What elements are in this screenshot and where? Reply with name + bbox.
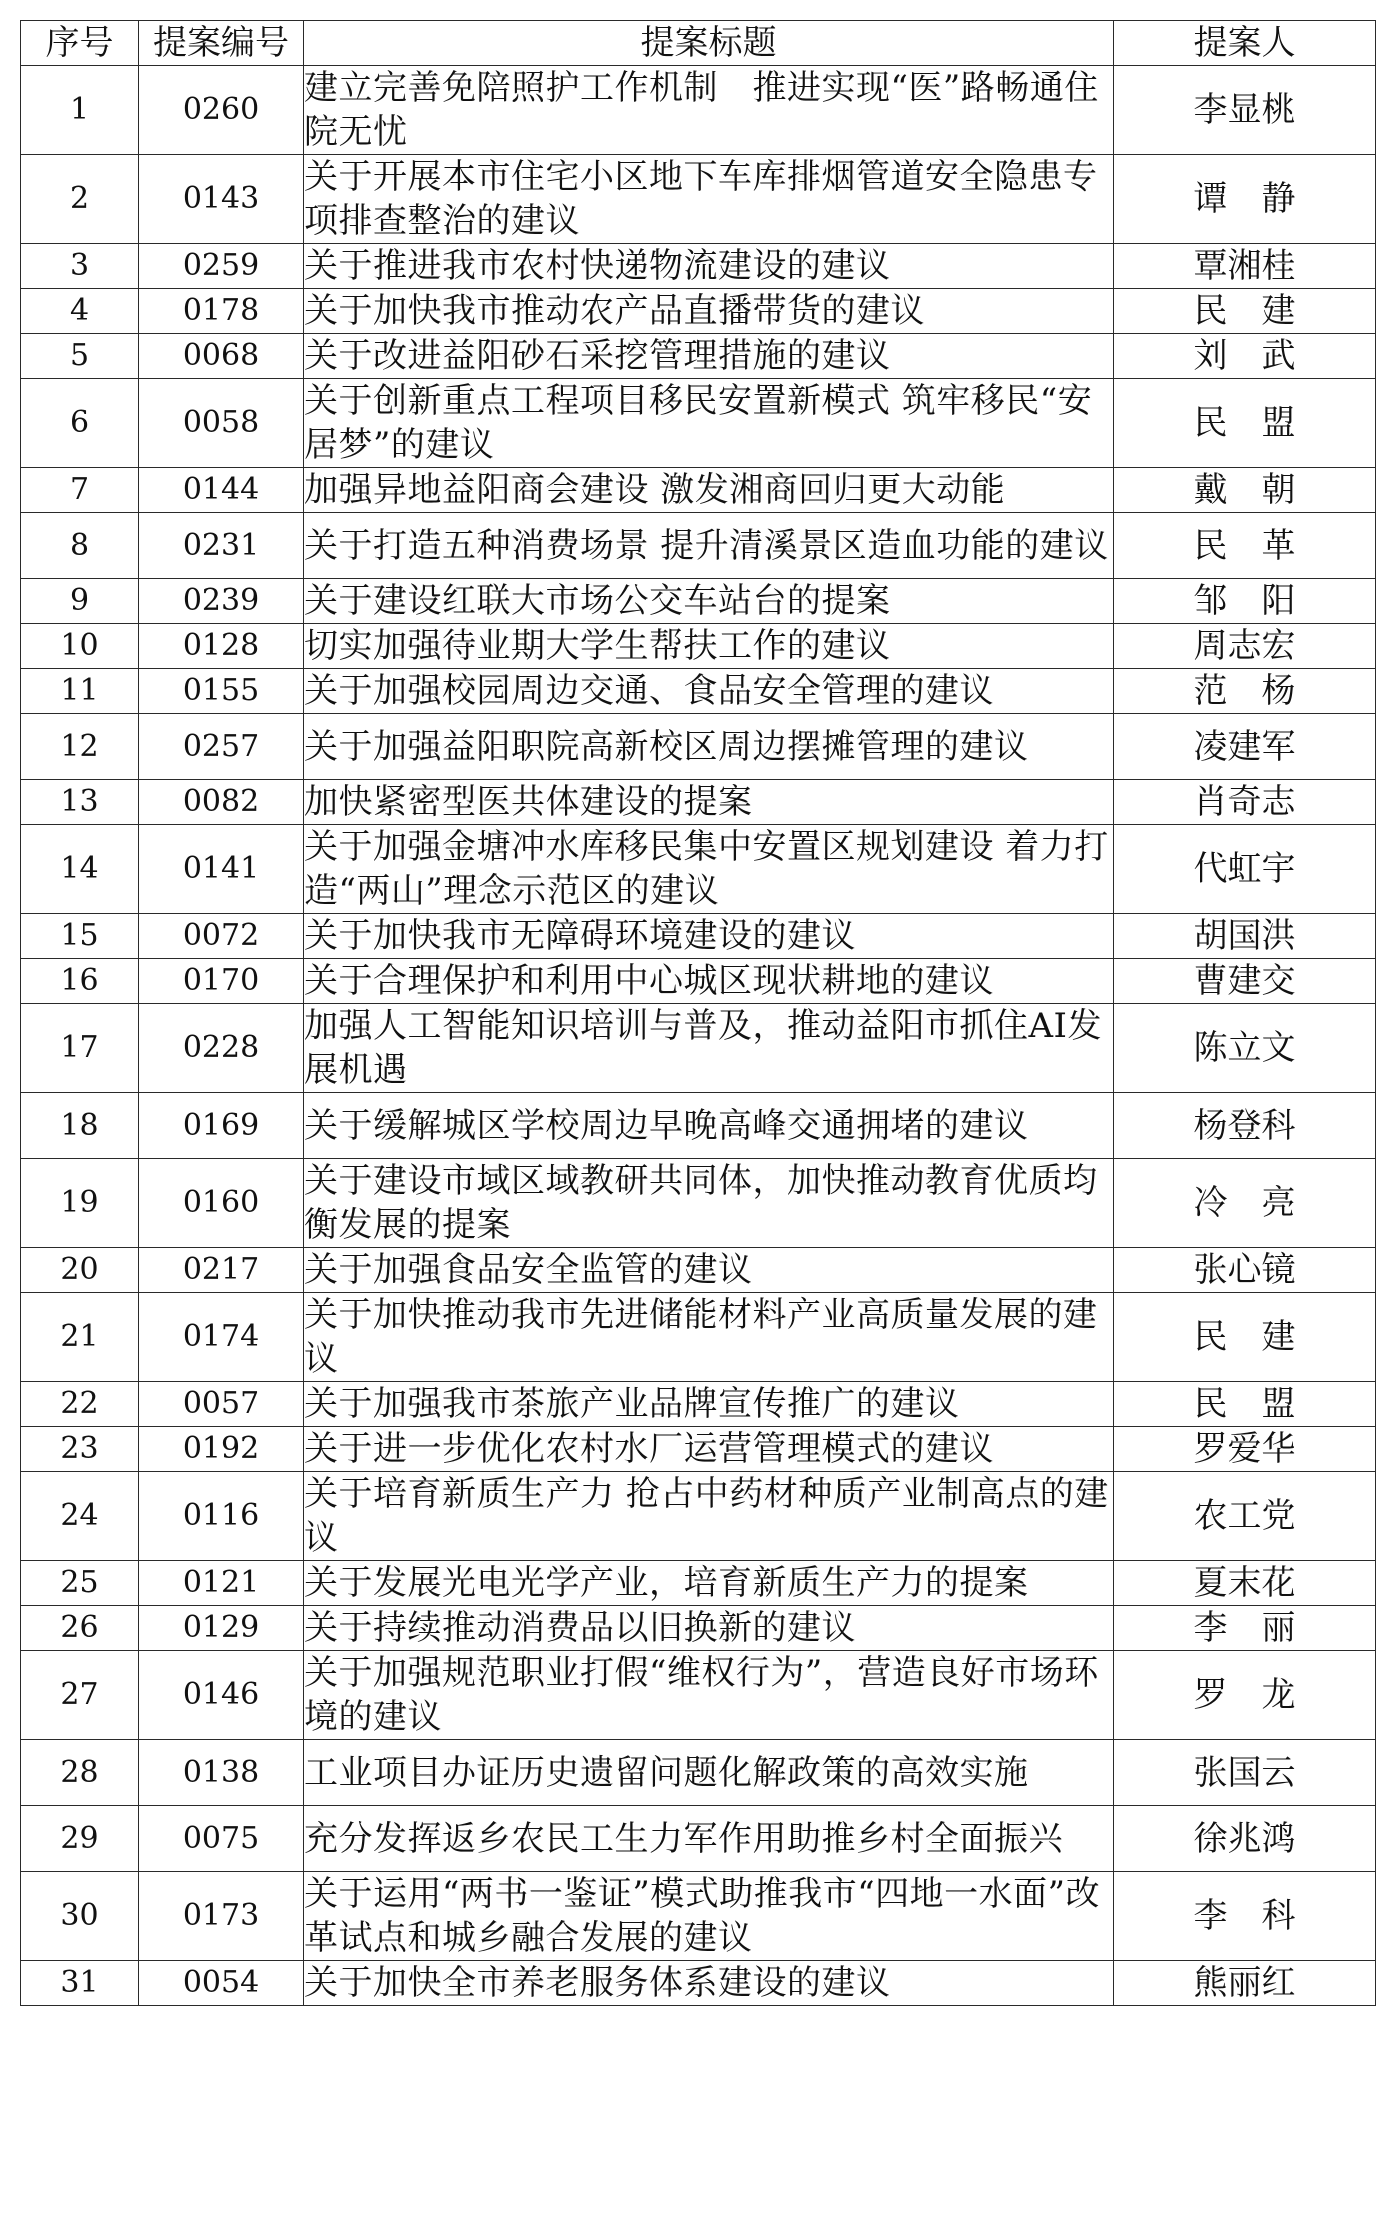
table-row (21, 1872, 1376, 1961)
row-proposer: 谭 静 (1114, 155, 1376, 244)
row-serial-number: 1 (21, 66, 139, 155)
table-body (21, 66, 1376, 2006)
table-row (21, 244, 1376, 289)
proposal-list-sheet (20, 20, 1375, 2006)
row-proposal-code: 0160 (139, 1159, 304, 1248)
row-proposer: 李显桃 (1114, 66, 1376, 155)
row-proposal-code: 0075 (139, 1806, 304, 1872)
proposal-table (20, 20, 1376, 2006)
row-proposal-title: 关于运用“两书一鉴证”模式助推我市“四地一水面”改革试点和城乡融合发展的建议 (304, 1872, 1114, 1961)
row-proposal-code: 0192 (139, 1427, 304, 1472)
row-proposal-title: 关于合理保护和利用中心城区现状耕地的建议 (304, 959, 1114, 1004)
row-proposer: 张国云 (1114, 1740, 1376, 1806)
row-proposal-title: 关于加快推动我市先进储能材料产业高质量发展的建议 (304, 1293, 1114, 1382)
row-proposer: 陈立文 (1114, 1004, 1376, 1093)
row-proposal-code: 0146 (139, 1651, 304, 1740)
row-serial-number: 21 (21, 1293, 139, 1382)
row-proposer: 胡国洪 (1114, 914, 1376, 959)
row-proposal-title: 关于建设市域区域教研共同体，加快推动教育优质均衡发展的提案 (304, 1159, 1114, 1248)
row-serial-number: 2 (21, 155, 139, 244)
row-proposal-title: 加强人工智能知识培训与普及，推动益阳市抓住AI发展机遇 (304, 1004, 1114, 1093)
row-serial-number: 7 (21, 468, 139, 513)
row-serial-number: 23 (21, 1427, 139, 1472)
row-proposal-code: 0143 (139, 155, 304, 244)
header-proposer: 提案人 (1114, 21, 1376, 66)
row-proposal-code: 0228 (139, 1004, 304, 1093)
header-proposal-code: 提案编号 (139, 21, 304, 66)
row-serial-number: 29 (21, 1806, 139, 1872)
row-serial-number: 24 (21, 1472, 139, 1561)
header-proposal-title: 提案标题 (304, 21, 1114, 66)
table-row (21, 825, 1376, 914)
row-proposer: 徐兆鸿 (1114, 1806, 1376, 1872)
row-serial-number: 16 (21, 959, 139, 1004)
table-row (21, 513, 1376, 579)
row-proposal-title: 关于加强食品安全监管的建议 (304, 1248, 1114, 1293)
table-row (21, 1293, 1376, 1382)
row-proposal-title: 关于加快我市无障碍环境建设的建议 (304, 914, 1114, 959)
row-proposal-title: 工业项目办证历史遗留问题化解政策的高效实施 (304, 1740, 1114, 1806)
table-row (21, 579, 1376, 624)
table-row (21, 334, 1376, 379)
row-proposer: 周志宏 (1114, 624, 1376, 669)
table-row (21, 1004, 1376, 1093)
row-proposer: 戴 朝 (1114, 468, 1376, 513)
row-proposal-code: 0260 (139, 66, 304, 155)
row-proposal-code: 0072 (139, 914, 304, 959)
row-proposal-code: 0170 (139, 959, 304, 1004)
row-proposal-code: 0129 (139, 1606, 304, 1651)
row-proposal-code: 0116 (139, 1472, 304, 1561)
row-serial-number: 8 (21, 513, 139, 579)
row-proposal-title: 关于创新重点工程项目移民安置新模式 筑牢移民“安居梦”的建议 (304, 379, 1114, 468)
table-row (21, 468, 1376, 513)
row-proposal-title: 关于加强校园周边交通、食品安全管理的建议 (304, 669, 1114, 714)
table-row (21, 1472, 1376, 1561)
row-proposal-title: 加快紧密型医共体建设的提案 (304, 780, 1114, 825)
row-proposal-code: 0128 (139, 624, 304, 669)
row-proposer: 冷 亮 (1114, 1159, 1376, 1248)
row-proposal-code: 0054 (139, 1961, 304, 2006)
header-serial-number: 序号 (21, 21, 139, 66)
row-serial-number: 15 (21, 914, 139, 959)
row-proposal-code: 0217 (139, 1248, 304, 1293)
row-proposal-code: 0169 (139, 1093, 304, 1159)
row-proposal-code: 0174 (139, 1293, 304, 1382)
table-row (21, 914, 1376, 959)
row-serial-number: 17 (21, 1004, 139, 1093)
row-proposal-code: 0231 (139, 513, 304, 579)
table-row (21, 1561, 1376, 1606)
table-row (21, 1248, 1376, 1293)
row-proposal-code: 0257 (139, 714, 304, 780)
row-proposer: 民 盟 (1114, 1382, 1376, 1427)
header-row (21, 21, 1376, 66)
table-row (21, 66, 1376, 155)
table-row (21, 1606, 1376, 1651)
row-proposal-code: 0155 (139, 669, 304, 714)
row-serial-number: 26 (21, 1606, 139, 1651)
row-proposal-title: 关于打造五种消费场景 提升清溪景区造血功能的建议 (304, 513, 1114, 579)
row-serial-number: 13 (21, 780, 139, 825)
row-proposal-title: 关于推进我市农村快递物流建设的建议 (304, 244, 1114, 289)
row-proposer: 李 丽 (1114, 1606, 1376, 1651)
row-proposer: 覃湘桂 (1114, 244, 1376, 289)
row-proposal-code: 0082 (139, 780, 304, 825)
row-proposer: 张心镜 (1114, 1248, 1376, 1293)
row-proposer: 民 盟 (1114, 379, 1376, 468)
row-proposal-title: 关于加强益阳职院高新校区周边摆摊管理的建议 (304, 714, 1114, 780)
row-proposal-code: 0058 (139, 379, 304, 468)
row-proposal-title: 关于加强金塘冲水库移民集中安置区规划建设 着力打造“两山”理念示范区的建议 (304, 825, 1114, 914)
row-proposal-code: 0259 (139, 244, 304, 289)
row-proposal-title: 关于持续推动消费品以旧换新的建议 (304, 1606, 1114, 1651)
row-serial-number: 4 (21, 289, 139, 334)
row-proposer: 杨登科 (1114, 1093, 1376, 1159)
row-proposer: 邹 阳 (1114, 579, 1376, 624)
table-row (21, 669, 1376, 714)
row-proposal-title: 关于缓解城区学校周边早晚高峰交通拥堵的建议 (304, 1093, 1114, 1159)
table-row (21, 379, 1376, 468)
row-proposal-title: 建立完善免陪照护工作机制 推进实现“医”路畅通住院无忧 (304, 66, 1114, 155)
row-proposer: 民 革 (1114, 513, 1376, 579)
table-row (21, 780, 1376, 825)
row-proposal-code: 0173 (139, 1872, 304, 1961)
table-row (21, 714, 1376, 780)
table-row (21, 1740, 1376, 1806)
table-row (21, 289, 1376, 334)
row-proposer: 肖奇志 (1114, 780, 1376, 825)
row-proposal-code: 0068 (139, 334, 304, 379)
row-serial-number: 18 (21, 1093, 139, 1159)
table-row (21, 1382, 1376, 1427)
row-serial-number: 19 (21, 1159, 139, 1248)
row-serial-number: 22 (21, 1382, 139, 1427)
row-proposer: 曹建交 (1114, 959, 1376, 1004)
row-proposal-code: 0178 (139, 289, 304, 334)
row-serial-number: 28 (21, 1740, 139, 1806)
row-proposal-title: 关于建设红联大市场公交车站台的提案 (304, 579, 1114, 624)
table-row (21, 1806, 1376, 1872)
row-serial-number: 9 (21, 579, 139, 624)
row-proposal-code: 0138 (139, 1740, 304, 1806)
table-row (21, 1427, 1376, 1472)
table-row (21, 959, 1376, 1004)
row-proposal-title: 关于发展光电光学产业，培育新质生产力的提案 (304, 1561, 1114, 1606)
row-proposal-title: 关于培育新质生产力 抢占中药材种质产业制高点的建议 (304, 1472, 1114, 1561)
row-proposal-title: 切实加强待业期大学生帮扶工作的建议 (304, 624, 1114, 669)
row-proposal-title: 关于加快我市推动农产品直播带货的建议 (304, 289, 1114, 334)
row-proposer: 李 科 (1114, 1872, 1376, 1961)
row-proposer: 夏末花 (1114, 1561, 1376, 1606)
row-serial-number: 10 (21, 624, 139, 669)
row-serial-number: 11 (21, 669, 139, 714)
row-proposer: 范 杨 (1114, 669, 1376, 714)
row-proposal-title: 加强异地益阳商会建设 激发湘商回归更大动能 (304, 468, 1114, 513)
row-proposal-code: 0144 (139, 468, 304, 513)
row-proposal-title: 关于改进益阳砂石采挖管理措施的建议 (304, 334, 1114, 379)
row-proposer: 民 建 (1114, 1293, 1376, 1382)
row-proposal-code: 0239 (139, 579, 304, 624)
row-serial-number: 25 (21, 1561, 139, 1606)
row-proposer: 熊丽红 (1114, 1961, 1376, 2006)
row-proposer: 刘 武 (1114, 334, 1376, 379)
row-serial-number: 12 (21, 714, 139, 780)
row-serial-number: 30 (21, 1872, 139, 1961)
row-proposal-title: 关于加快全市养老服务体系建设的建议 (304, 1961, 1114, 2006)
table-row (21, 624, 1376, 669)
row-proposer: 民 建 (1114, 289, 1376, 334)
row-proposer: 凌建军 (1114, 714, 1376, 780)
table-row (21, 1961, 1376, 2006)
row-serial-number: 20 (21, 1248, 139, 1293)
row-serial-number: 3 (21, 244, 139, 289)
row-proposer: 罗 龙 (1114, 1651, 1376, 1740)
table-row (21, 155, 1376, 244)
table-row (21, 1651, 1376, 1740)
row-proposal-title: 充分发挥返乡农民工生力军作用助推乡村全面振兴 (304, 1806, 1114, 1872)
row-proposer: 农工党 (1114, 1472, 1376, 1561)
row-serial-number: 31 (21, 1961, 139, 2006)
row-serial-number: 27 (21, 1651, 139, 1740)
row-proposal-title: 关于加强我市茶旅产业品牌宣传推广的建议 (304, 1382, 1114, 1427)
row-proposal-code: 0121 (139, 1561, 304, 1606)
row-proposal-code: 0057 (139, 1382, 304, 1427)
table-row (21, 1093, 1376, 1159)
table-row (21, 1159, 1376, 1248)
row-proposal-title: 关于进一步优化农村水厂运营管理模式的建议 (304, 1427, 1114, 1472)
row-serial-number: 5 (21, 334, 139, 379)
row-proposer: 罗爱华 (1114, 1427, 1376, 1472)
table-header (21, 21, 1376, 66)
row-proposal-title: 关于加强规范职业打假“维权行为”，营造良好市场环境的建议 (304, 1651, 1114, 1740)
row-proposer: 代虹宇 (1114, 825, 1376, 914)
row-serial-number: 14 (21, 825, 139, 914)
row-proposal-title: 关于开展本市住宅小区地下车库排烟管道安全隐患专项排查整治的建议 (304, 155, 1114, 244)
row-proposal-code: 0141 (139, 825, 304, 914)
row-serial-number: 6 (21, 379, 139, 468)
